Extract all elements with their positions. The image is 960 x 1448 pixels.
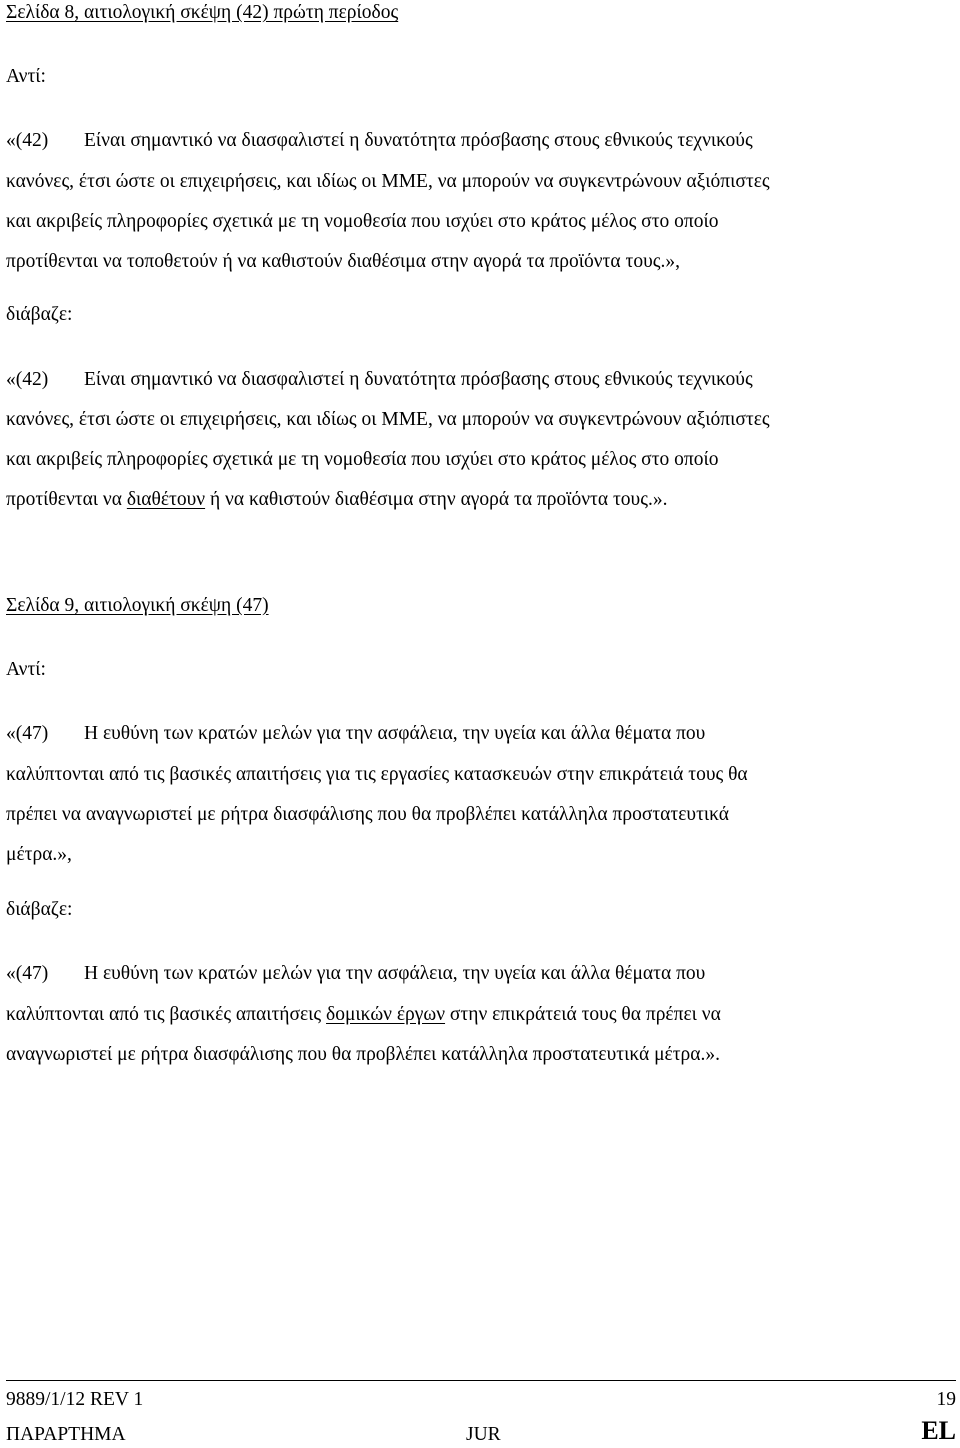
section2-old-line-2: καλύπτονται από τις βασικές απαιτήσεις για τις εργασίες κατασκευών στην επικράτειά τους θα — [6, 764, 748, 785]
section2-new-underlined: δομικών έργων — [326, 1004, 446, 1025]
section1-new-line-3: και ακριβείς πληροφορίες σχετικά με τη νομοθεσία που ισχύει στο κράτος μέλος στο οποίο — [6, 449, 719, 470]
section1-instead-label: Αντί: — [6, 66, 46, 87]
section1-old-number: «(42) — [6, 130, 49, 151]
section2-new-line-1 — [6, 962, 705, 986]
footer-doc-ref: 9889/1/12 REV 1 — [6, 1389, 144, 1410]
section2-read-label: διάβαζε: — [6, 899, 73, 920]
section2-heading: Σελίδα 9, αιτιολογική σκέψη (47) — [6, 595, 269, 616]
section1-new-text-4a: προτίθενται να — [6, 489, 127, 510]
section2-old-line-3: πρέπει να αναγνωριστεί με ρήτρα διασφάλισης που θα προβλέπει κατάλληλα προστατευτικά — [6, 804, 730, 825]
section1-new-line-4 — [6, 488, 667, 512]
section2-new-line-2 — [6, 1003, 721, 1027]
section1-new-line-1 — [6, 368, 753, 392]
section2-old-number: «(47) — [6, 723, 49, 744]
section2-instead-label: Αντί: — [6, 659, 46, 680]
section1-old-line-4: προτίθενται να τοποθετούν ή να καθιστούν διαθέσιμα στην αγορά τα προϊόντα τους.», — [6, 251, 680, 272]
section2-old-line-4: μέτρα.», — [6, 844, 72, 865]
section2-old-line-1 — [6, 722, 705, 746]
section2-old-text-1: Η ευθύνη των κρατών μελών για την ασφάλεια, την υγεία και άλλα θέματα που — [84, 723, 706, 744]
section1-old-line-3: και ακριβείς πληροφορίες σχετικά με τη νομοθεσία που ισχύει στο κράτος μέλος στο οποίο — [6, 211, 719, 232]
footer-annex: ΠΑΡΑΡΤΗΜΑ — [6, 1424, 126, 1445]
section1-new-text-1: Είναι σημαντικό να διασφαλιστεί η δυνατότητα πρόσβασης στους εθνικούς τεχνικούς — [84, 369, 753, 390]
section2-new-text-2b: στην επικράτειά τους θα πρέπει να — [445, 1004, 721, 1025]
footer-page-number: 19 — [936, 1389, 956, 1410]
section1-new-line-2: κανόνες, έτσι ώστε οι επιχειρήσεις, και ιδίως οι ΜΜΕ, να μπορούν να συγκεντρώνουν αξιόπιστες — [6, 409, 770, 430]
section2-new-line-3: αναγνωριστεί με ρήτρα διασφάλισης που θα προβλέπει κατάλληλα προστατευτικά μέτρα.». — [6, 1044, 720, 1065]
section1-heading: Σελίδα 8, αιτιολογική σκέψη (42) πρώτη περίοδος — [6, 2, 399, 23]
section1-new-underlined: διαθέτουν — [126, 489, 206, 510]
footer-dept: JUR — [466, 1424, 501, 1445]
section1-old-line-2: κανόνες, έτσι ώστε οι επιχειρήσεις, και ιδίως οι ΜΜΕ, να μπορούν να συγκεντρώνουν αξιόπιστες — [6, 171, 770, 192]
section2-new-text-1: Η ευθύνη των κρατών μελών για την ασφάλεια, την υγεία και άλλα θέματα που — [84, 963, 706, 984]
section2-new-number: «(47) — [6, 963, 49, 984]
section1-new-text-4b: ή να καθιστούν διαθέσιμα στην αγορά τα προϊόντα τους.». — [205, 489, 668, 510]
section1-old-line-1 — [6, 129, 753, 153]
footer-divider — [6, 1380, 956, 1381]
section2-new-text-2a: καλύπτονται από τις βασικές απαιτήσεις — [6, 1004, 327, 1025]
section1-new-number: «(42) — [6, 369, 49, 390]
section1-old-text-1: Είναι σημαντικό να διασφαλιστεί η δυνατότητα πρόσβασης στους εθνικούς τεχνικούς — [84, 130, 753, 151]
footer-lang: EL — [921, 1416, 956, 1445]
section1-read-label: διάβαζε: — [6, 304, 73, 325]
